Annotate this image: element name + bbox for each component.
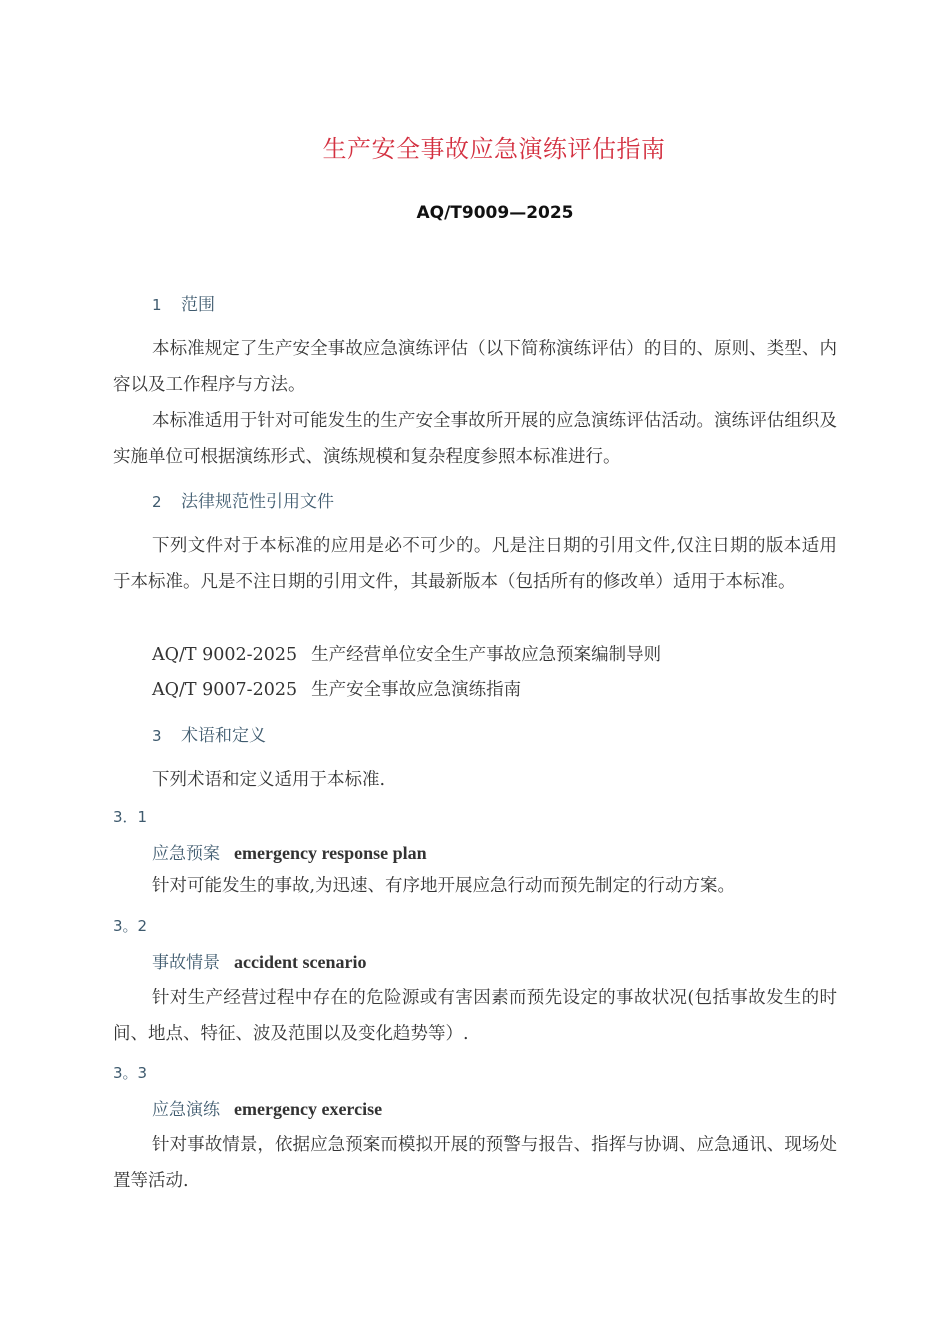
term-definition: 针对事故情景，依据应急预案而模拟开展的预警与报告、指挥与协调、应急通讯、现场处置等活动. bbox=[113, 1135, 837, 1191]
term-zh: 应急预案 bbox=[152, 844, 220, 864]
section-number: 3 bbox=[152, 727, 162, 745]
section-number: 1 bbox=[152, 296, 162, 314]
section-1-paragraph-2: 本标准适用于针对可能发生的生产安全事故所开展的应急演练评估活动。演练评估组织及实施单位可根据演练形式、演练规模和复杂程度参照本标准进行。 bbox=[113, 411, 837, 467]
document-title: 生产安全事故应急演练评估指南 bbox=[322, 135, 666, 163]
section-3-intro: 下列术语和定义适用于本标准. bbox=[152, 770, 386, 790]
term-number: 3。3 bbox=[113, 1064, 148, 1082]
section-title: 术语和定义 bbox=[181, 726, 266, 746]
term-zh: 应急演练 bbox=[152, 1100, 220, 1120]
document-code: AQ/T9009—2025 bbox=[416, 203, 574, 223]
section-2-heading bbox=[152, 489, 334, 515]
reference-code: AQ/T 9002-2025 bbox=[152, 645, 298, 665]
term-en: accident scenario bbox=[234, 952, 367, 972]
term-number: 3。2 bbox=[113, 917, 148, 935]
reference-item bbox=[152, 677, 521, 703]
section-1-paragraph-1: 本标准规定了生产安全事故应急演练评估（以下简称演练评估）的目的、原则、类型、内容以及工作程序与方法。 bbox=[113, 339, 837, 395]
reference-name: 生产经营单位安全生产事故应急预案编制导则 bbox=[311, 645, 662, 665]
term-zh: 事故情景 bbox=[152, 953, 220, 973]
reference-code: AQ/T 9007-2025 bbox=[152, 680, 298, 700]
section-number: 2 bbox=[152, 493, 162, 511]
term-en: emergency exercise bbox=[234, 1099, 383, 1119]
section-2-paragraph-1: 下列文件对于本标准的应用是必不可少的。凡是注日期的引用文件,仅注日期的版本适用于本标准。凡是不注日期的引用文件，其最新版本（包括所有的修改单）适用于本标准。 bbox=[113, 536, 837, 592]
term-heading bbox=[152, 949, 366, 977]
term-en: emergency response plan bbox=[234, 843, 427, 863]
reference-name: 生产安全事故应急演练指南 bbox=[311, 680, 522, 700]
term-definition: 针对生产经营过程中存在的危险源或有害因素而预先设定的事故状况(包括事故发生的时间、地点、特征、波及范围以及变化趋势等）. bbox=[113, 988, 837, 1044]
term-number: 3．1 bbox=[113, 808, 148, 826]
section-title: 范围 bbox=[181, 295, 215, 315]
term-heading bbox=[152, 840, 427, 868]
reference-item bbox=[152, 642, 661, 668]
section-1-heading bbox=[152, 292, 215, 318]
term-definition: 针对可能发生的事故,为迅速、有序地开展应急行动而预先制定的行动方案。 bbox=[152, 876, 736, 896]
section-3-heading bbox=[152, 723, 266, 749]
term-heading bbox=[152, 1096, 382, 1124]
section-title: 法律规范性引用文件 bbox=[181, 492, 334, 512]
